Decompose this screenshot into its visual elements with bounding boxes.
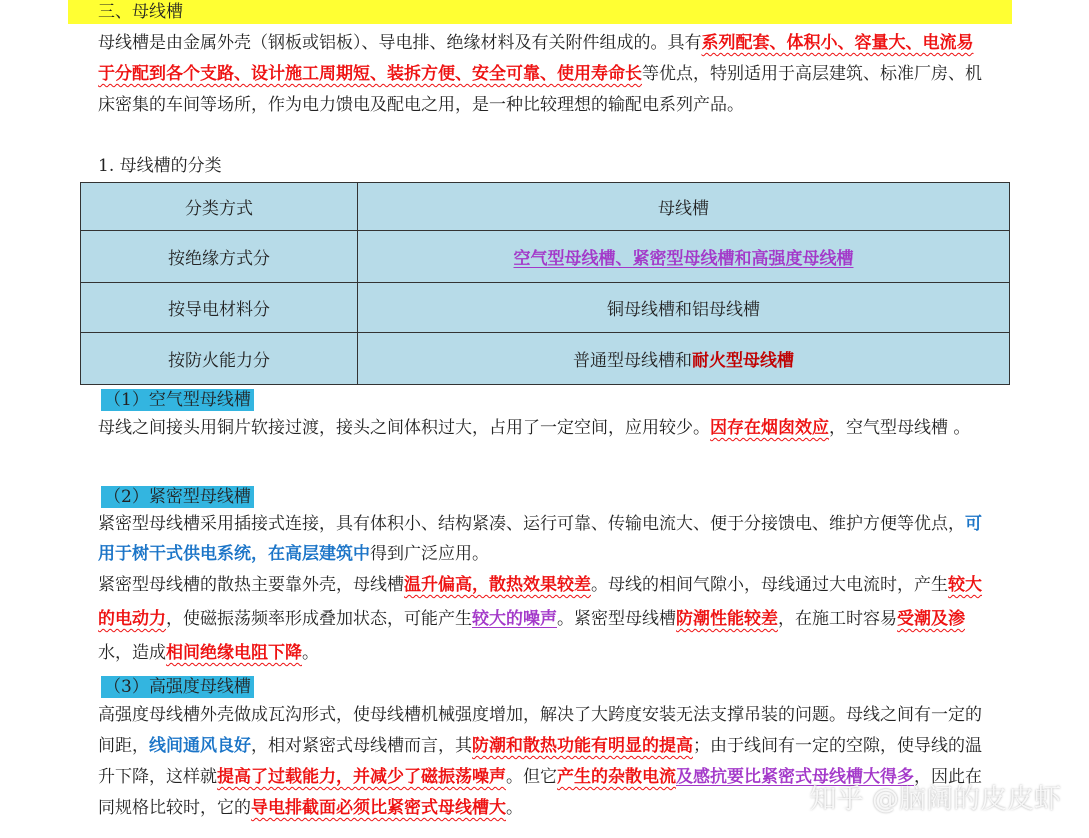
dense-paragraph-1: 紧密型母线槽采用插接式连接，具有体积小、结构紧凑、运行可靠、传输电流大、便于分接馈电、维护方便等优点，可用于树干式供电系统，在高层建筑中得到广泛应用。 [98, 514, 982, 564]
classification-title: 1. 母线槽的分类 [98, 156, 222, 176]
high-paragraph: 高强度母线槽外壳做成瓦沟形式，使母线槽机械强度增加，解决了大跨度安装无法支撑吊装的问题。母线之间有一定的间距，线间通风良好，相对紧密式母线槽而言，其防潮和散热功能有明显的提高；由于线间有一定的空隙，使导线的温升下降，这样就提高了过载能力，并减少了磁振荡噪声。但它产生的杂散电流及感抗要比紧密式母线槽大得多，因此在同规格比较时，它的导电排截面必须比紧密式母线槽大。 [98, 705, 982, 818]
air-paragraph: 母线之间接头用铜片软接过渡，接头之间体积过大，占用了一定空间，应用较少。因存在烟囱效应，空气型母线槽 。 [98, 418, 971, 438]
high-heading: （3）高强度母线槽 [101, 676, 254, 698]
air-heading: （1）空气型母线槽 [101, 389, 254, 411]
table-cell-value: 空气型母线槽、紧密型母线槽和高强度母线槽 [358, 231, 1010, 283]
dense-heading: （2）紧密型母线槽 [101, 486, 254, 508]
table-header-cell: 分类方式 [81, 183, 358, 231]
table-row [81, 333, 1010, 385]
table-cell-method: 按防火能力分 [81, 333, 358, 385]
table-cell-method: 按绝缘方式分 [81, 231, 358, 283]
section-title: 三、母线槽 [68, 0, 1012, 24]
intro-paragraph: 母线槽是由金属外壳（钢板或铝板）、导电排、绝缘材料及有关附件组成的。具有系列配套、体积小、容量大、电流易于分配到各个支路、设计施工周期短、装拆方便、安全可靠、使用寿命长等优点，特别适用于高层建筑、标准厂房、机床密集的车间等场所，作为电力馈电及配电之用，是一种比较理想的输配电系列产品。 [98, 33, 982, 115]
table-header-cell: 母线槽 [358, 183, 1010, 231]
classification-table [80, 182, 1010, 385]
table-header-row [81, 183, 1010, 231]
table-cell-value: 铜母线槽和铝母线槽 [358, 283, 1010, 333]
table-cell-value: 普通型母线槽和耐火型母线槽 [358, 333, 1010, 385]
dense-paragraph-2: 紧密型母线槽的散热主要靠外壳，母线槽温升偏高，散热效果较差。母线的相间气隙小，母线通过大电流时，产生较大的电动力，使磁振荡频率形成叠加状态，可能产生较大的噪声。紧密型母线槽防潮性能较差，在施工时容易受潮及渗水，造成相间绝缘电阻下降。 [98, 575, 982, 663]
table-cell-method: 按导电材料分 [81, 283, 358, 333]
table-row [81, 231, 1010, 283]
table-row [81, 283, 1010, 333]
watermark: 知乎 @脑阔的皮皮虾 [809, 784, 1061, 815]
